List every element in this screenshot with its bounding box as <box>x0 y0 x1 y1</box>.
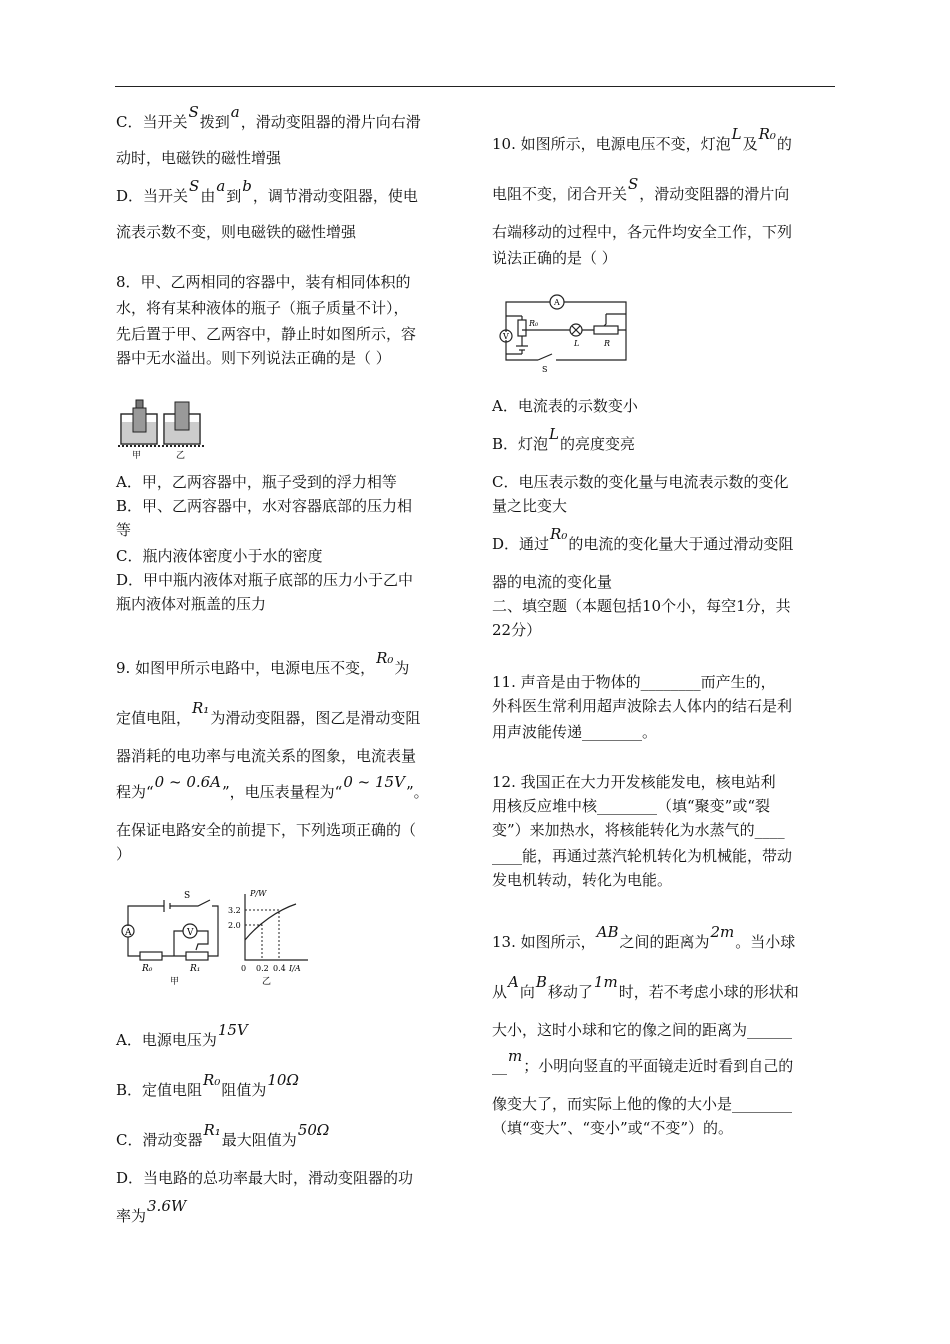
q9-fig-r1-label: R₁ <box>190 964 201 974</box>
q8-option-b-line1: B．甲、乙两容器中，水对容器底部的压力相 <box>116 497 413 515</box>
q11-line2: 外科医生常利用超声波除去人体内的结石是利 <box>492 697 793 715</box>
q8-figure-label-jia: 甲 <box>132 451 142 460</box>
q13-line5: 像变大了，而实际上他的像的大小是________ <box>492 1095 793 1113</box>
q13-line4: __m；小明向竖直的平面镜走近时看到自己的 <box>492 1047 794 1075</box>
q9-fig-r0-label: R₀ <box>142 964 153 974</box>
q10-option-a: A．电流表的示数变小 <box>492 397 638 415</box>
q13-line3: 大小，这时小球和它的像之间的距离为______ <box>492 1021 793 1039</box>
q9-fig-x-axis-label: I/A <box>289 964 301 973</box>
q12-line5: 发电机转动，转化为电能。 <box>492 871 673 889</box>
section-2-heading-line2: 22分） <box>492 621 542 639</box>
header-rule <box>115 86 835 87</box>
q9-fig-x-tick-1: 0 <box>241 964 247 973</box>
q8-stem-line3: 先后置于甲、乙两容中，静止时如图所示，容 <box>116 325 417 343</box>
q9-fig-y-axis-label: P/W <box>250 889 267 898</box>
q9-stem-line6: ） <box>116 845 132 863</box>
q10-stem-line4: 说法正确的是（ ） <box>492 249 617 267</box>
q9-fig-x-tick-2: 0.2 <box>256 964 269 973</box>
q10-fig-lamp-label: L <box>574 339 580 348</box>
q8-option-d-line2: 瓶内液体对瓶盖的压力 <box>116 595 267 613</box>
section-2-heading-line1: 二、填空题（本题包括10个小，每空1分，共 <box>492 597 791 615</box>
q8-option-a: A．甲，乙两容器中，瓶子受到的浮力相等 <box>116 473 397 491</box>
q10-fig-switch-label: S <box>542 365 548 374</box>
q12-line3: 变”）来加热水，将核能转化为水蒸气的____ <box>492 821 785 839</box>
q10-figure <box>494 294 634 376</box>
q10-fig-ammeter-label: A <box>554 298 560 307</box>
q11-line3: 用声波能传递________。 <box>492 723 658 741</box>
q9-option-c: C．滑动变器R₁最大阻值为50Ω <box>116 1121 330 1149</box>
q9-fig-switch-label: S <box>184 891 191 901</box>
q9-option-d-line2: 率为3.6W <box>116 1197 187 1225</box>
q8-stem-line1: 8．甲、乙两相同的容器中，装有相同体积的 <box>116 273 411 291</box>
q9-option-d-line1: D．当电路的总功率最大时，滑动变阻器的功 <box>116 1169 414 1187</box>
q9-stem-line3: 器消耗的电功率与电流关系的图象，电流表量 <box>116 747 417 765</box>
q8-stem-line2: 水，将有某种液体的瓶子（瓶子质量不计）， <box>116 299 409 317</box>
q9-fig-y-tick-2: 2.0 <box>228 921 241 930</box>
q13-line6: （填“变大”、“变小”或“不变”）的。 <box>492 1119 734 1137</box>
q8-figure-label-yi: 乙 <box>176 451 186 460</box>
q8-option-b-line2: 等 <box>116 521 132 539</box>
q12-line2: 用核反应堆中核________（填“聚变”或“裂 <box>492 797 771 815</box>
q10-fig-voltmeter-label: V <box>503 332 509 341</box>
q10-fig-rheostat-label: R <box>604 339 611 348</box>
q10-option-b: B．灯泡L的亮度变亮 <box>492 425 636 453</box>
q9-fig-voltmeter-label: V <box>187 928 194 938</box>
q9-figure <box>118 888 318 990</box>
q10-option-c-line2: 量之比变大 <box>492 497 568 515</box>
q8-option-c: C．瓶内液体密度小于水的密度 <box>116 547 323 565</box>
q10-option-c-line1: C．电压表示数的变化量与电流表示数的变化 <box>492 473 789 491</box>
q9-stem-line1: 9. 如图甲所示电路中，电源电压不变，R₀为 <box>116 649 410 677</box>
q9-stem-line5: 在保证电路安全的前提下，下列选项正确的（ <box>116 821 417 839</box>
q10-option-d-line2: 器的电流的变化量 <box>492 573 613 591</box>
q8-stem-line4: 器中无水溢出。则下列说法正确的是（ ） <box>116 349 391 367</box>
q9-fig-x-tick-3: 0.4 <box>273 964 286 973</box>
q10-stem-line2: 电阻不变，闭合开关S，滑动变阻器的滑片向 <box>492 175 790 203</box>
q7-option-c-line2: 动时，电磁铁的磁性增强 <box>116 149 282 167</box>
q10-option-d-line1: D．通过R₀的电流的变化量大于通过滑动变阻 <box>492 525 794 553</box>
q10-stem-line3: 右端移动的过程中，各元件均安全工作，下列 <box>492 223 793 241</box>
q9-fig-ammeter-label: A <box>125 928 132 938</box>
q10-fig-r0-label: R₀ <box>529 319 539 328</box>
q13-line1: 13. 如图所示，AB之间的距离为2m。当小球 <box>492 923 796 951</box>
q8-option-d-line1: D．甲中瓶内液体对瓶子底部的压力小于乙中 <box>116 571 414 589</box>
q10-stem-line1: 10. 如图所示，电源电压不变，灯泡L及R₀的 <box>492 125 792 153</box>
q9-option-b: B．定值电阻R₀阻值为10Ω <box>116 1071 299 1099</box>
q9-stem-line4: 程为“0 ~ 0.6A”，电压表量程为“0 ~ 15V”。 <box>116 773 429 801</box>
q7-option-d-line2: 流表示数不变，则电磁铁的磁性增强 <box>116 223 357 241</box>
q7-option-d-line1: D．当开关S由a到b，调节滑动变阻器，使电 <box>116 177 418 205</box>
q7-option-c-line1: C．当开关S拨到a，滑动变阻器的滑片向右滑 <box>116 103 421 131</box>
q9-fig-jia-label: 甲 <box>170 977 180 987</box>
q11-line1: 11. 声音是由于物体的________而产生的， <box>492 673 776 691</box>
q9-fig-y-tick-1: 3.2 <box>228 906 241 915</box>
q9-fig-yi-label: 乙 <box>262 977 272 987</box>
q12-line4: ____能，再通过蒸汽轮机转化为机械能，带动 <box>492 847 793 865</box>
q9-stem-line2: 定值电阻，R₁为滑动变阻器，图乙是滑动变阻 <box>116 699 421 727</box>
q9-option-a: A．电源电压为15V <box>116 1021 248 1049</box>
q12-line1: 12. 我国正在大力开发核能发电，核电站利 <box>492 773 776 791</box>
q8-figure <box>118 396 214 460</box>
q13-line2: 从A向B移动了1m时，若不考虑小球的形状和 <box>492 973 799 1001</box>
